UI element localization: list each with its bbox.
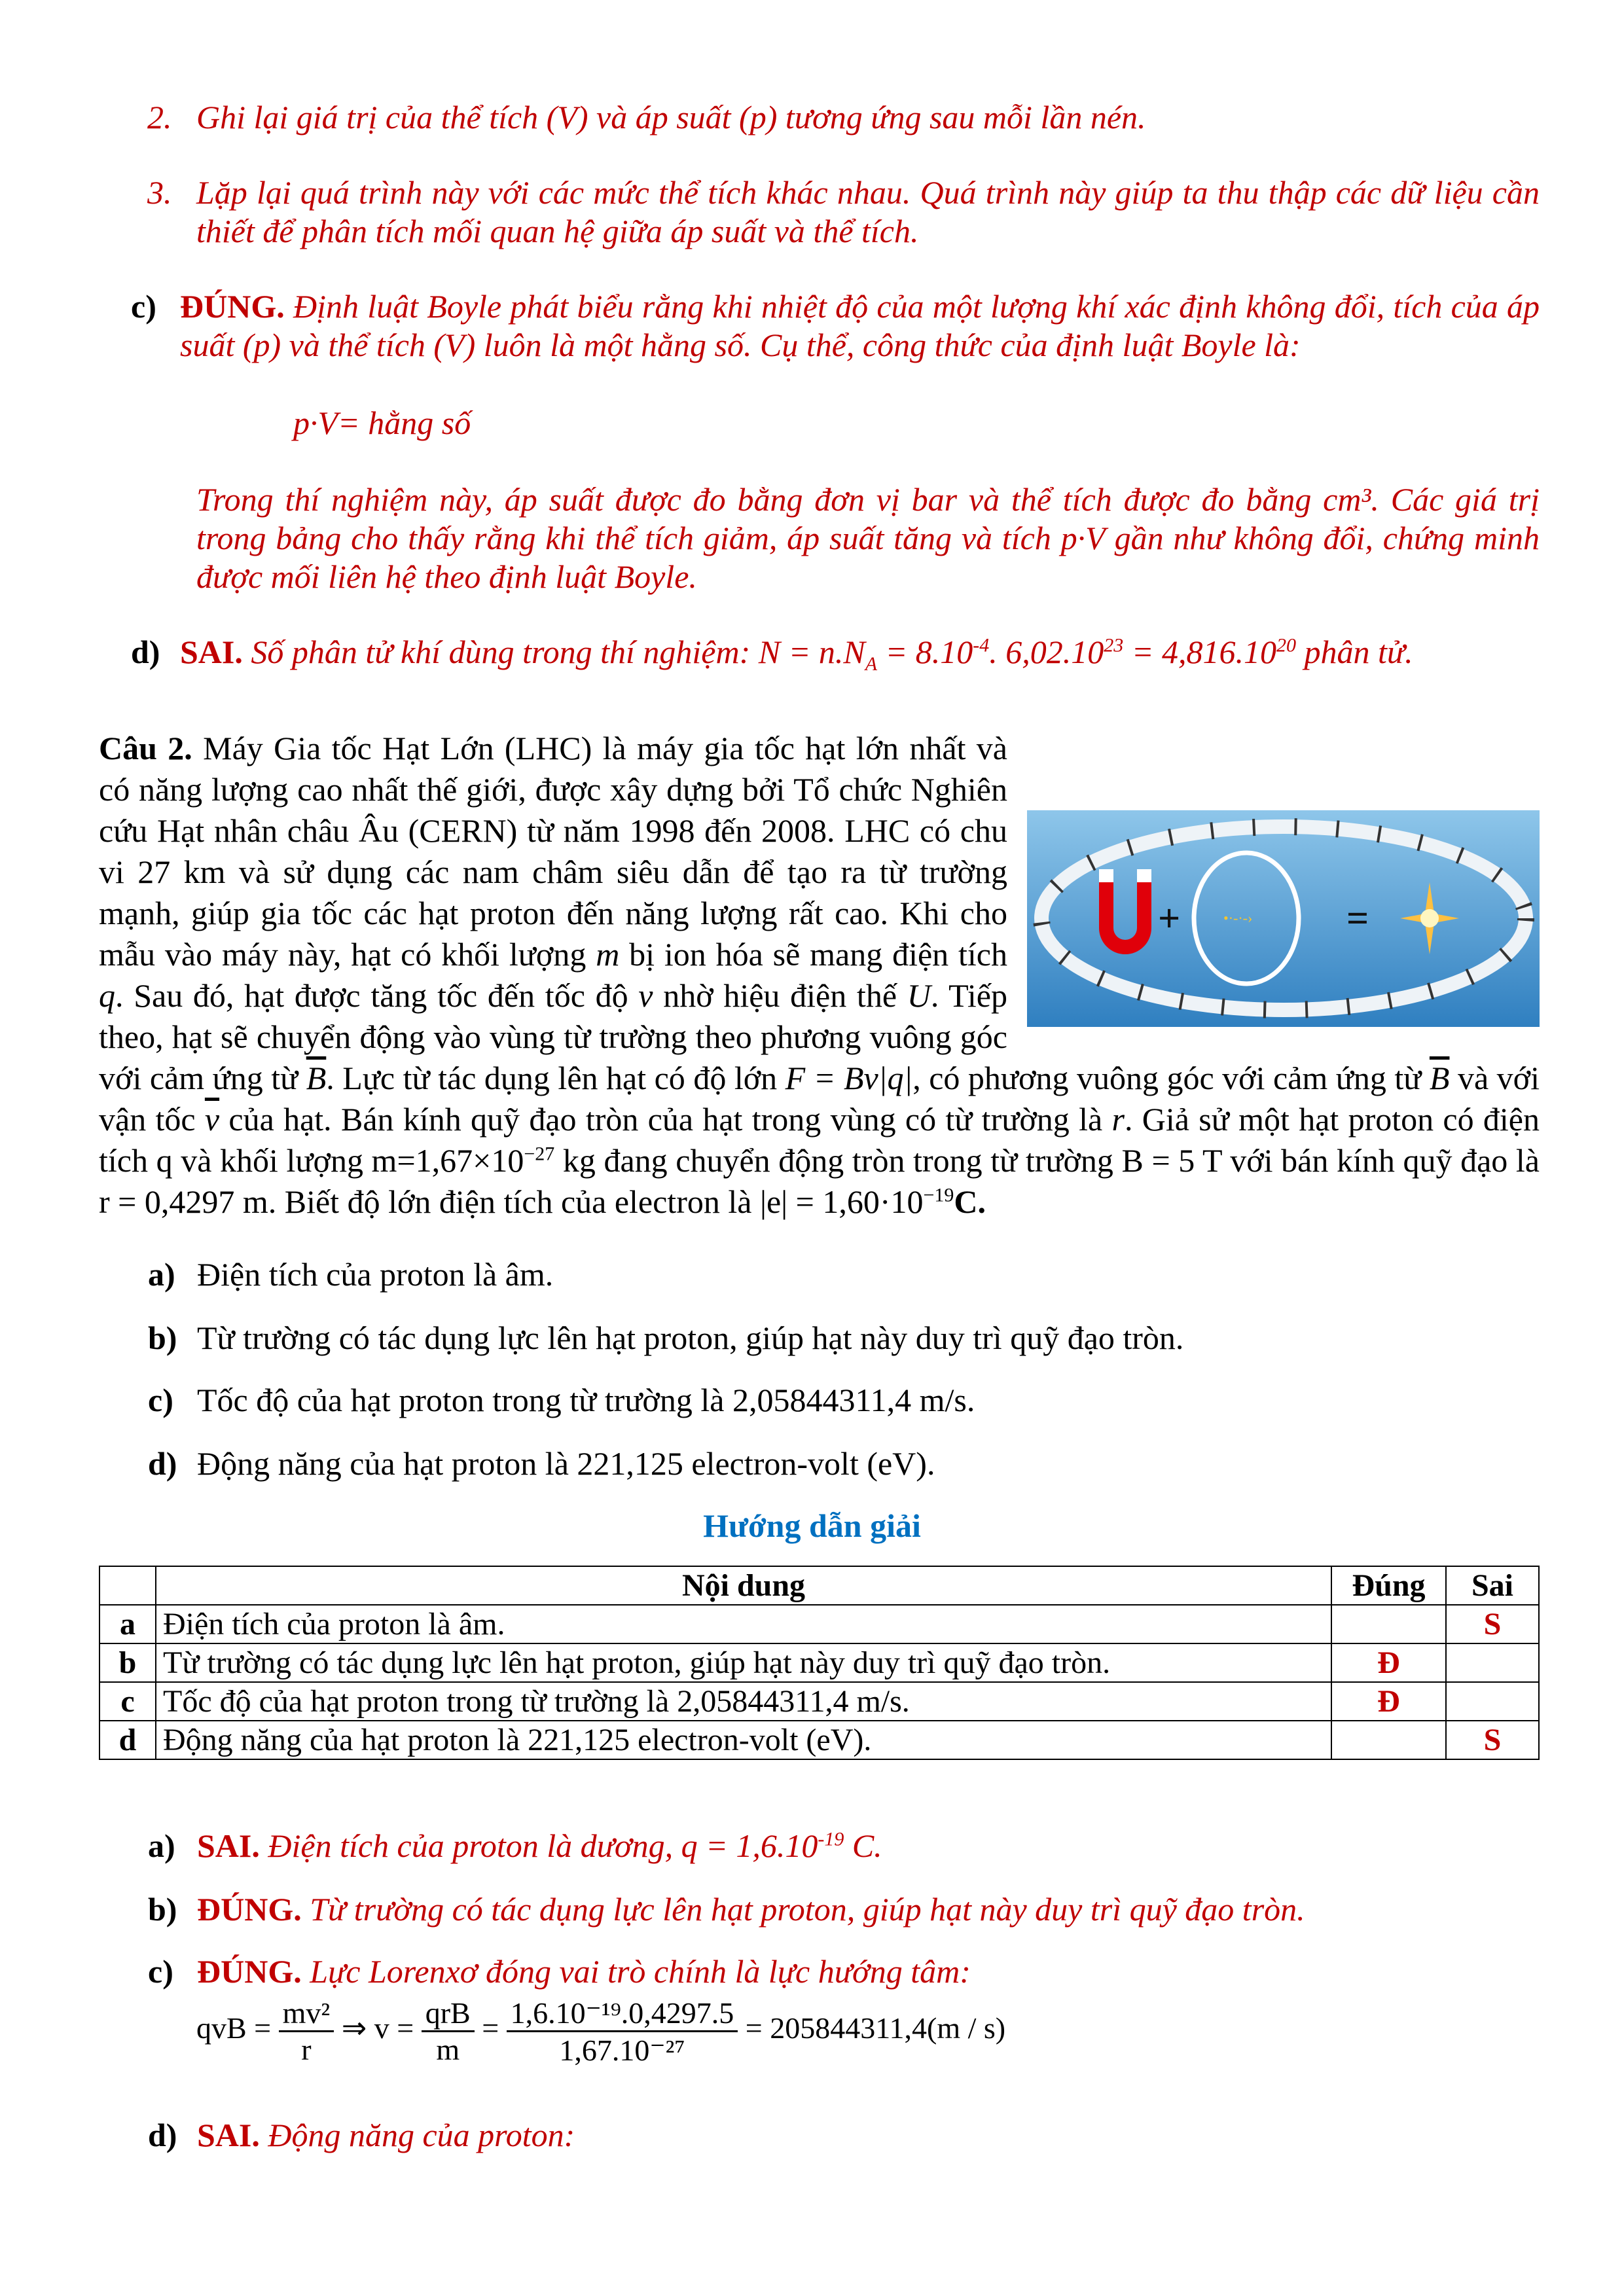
boyle-formula: p·V= hằng số [293, 404, 471, 441]
option-a [148, 1255, 553, 1293]
answer-label: c) [131, 288, 156, 325]
false-mark: S [1446, 1721, 1539, 1759]
exponent: 23 [1104, 634, 1124, 656]
force-formula: F = Bv|q| [785, 1060, 913, 1096]
electron-charge: |e| = 1,60·10 [759, 1183, 924, 1220]
answer-label: c) [148, 1953, 173, 1990]
text: = 8.10 [877, 634, 973, 670]
text: phân tử. [1296, 634, 1413, 670]
subscript: A [865, 653, 878, 675]
text: . Giả sử một hạt proton có điện tích q và khối lượng m=1,67×10 [99, 1101, 1540, 1179]
text: . 6,02.10 [989, 634, 1104, 670]
text: = 4,816.10 [1123, 634, 1277, 670]
row-key: b [99, 1643, 156, 1682]
svg-text:+: + [1158, 897, 1181, 940]
answer-text: Số phân tử khí dùng trong thí nghiệm: N = n.N [251, 634, 865, 670]
solution-a [148, 1827, 882, 1865]
text: C. [844, 1827, 882, 1864]
question-number: Câu 2. [99, 730, 192, 766]
option-label: a) [148, 1256, 175, 1293]
table-row [99, 1721, 1539, 1759]
step-3 [147, 173, 1540, 251]
svg-text:=: = [1346, 897, 1369, 940]
answer-label: d) [131, 634, 160, 670]
symbol: q [99, 977, 115, 1014]
text: Máy Gia tốc Hạt Lớn (LHC) là máy gia tốc hạt lớn nhất và có năng lượng cao nhất thế giới, được xây dựng bởi Tổ chức Nghiên cứu Hạt nhân châu Âu (CERN) từ năm 1998 đến 2008. LHC có chu vi 27 km và sử dụng các nam châm siêu dẫn để tạo ra từ trường mạnh, giúp gia tốc các hạt proton đến năng lượng rất cao. Khi cho mẫu vào máy này, hạt có khối lượng [99, 730, 1007, 973]
step-text: Lặp lại quá trình này với các mức thể tích khác nhau. Quá trình này giúp ta thu thập các dữ liệu cần thiết để phân tích mối quan hệ giữa áp suất và thể tích. [196, 174, 1540, 249]
formula-lhs: qvB = [196, 2011, 272, 2045]
symbol: r [1111, 1101, 1125, 1138]
text: của hạt. Bán kính quỹ đạo tròn của hạt trong vùng có từ trường là [219, 1101, 1112, 1138]
numerator: qrB [422, 1996, 475, 2032]
answer-d-prev [131, 633, 1413, 675]
text: nhờ hiệu điện thế [653, 977, 907, 1014]
question-2 [99, 728, 1540, 1223]
answer-label: b) [148, 1891, 177, 1928]
header-content: Nội dung [156, 1566, 1331, 1605]
answer-text: Động năng của proton: [268, 2117, 575, 2153]
symbol: m [596, 936, 620, 973]
denominator: 1,67.10⁻²⁷ [559, 2034, 685, 2067]
verdict: SAI. [197, 1827, 260, 1864]
text: kg đang chuyển động tròn trong từ trường B = 5 T với bán kính quỹ đạo là r = 0,4297 m. Biết độ lớn điện tích của electron là [99, 1142, 1540, 1220]
answer-text: Định luật Boyle phát biểu rằng khi nhiệt độ của một lượng khí xác định không đổi, tích của áp suất (p) và thể tích (V) luôn là một hằng số. Cụ thể, công thức của định luật Boyle là: [180, 288, 1540, 363]
exponent: −27 [524, 1143, 555, 1165]
fraction [279, 1996, 334, 2067]
header-key [99, 1566, 156, 1605]
text: . Tiếp theo, hạt sẽ chuyển động vào vùng từ trường theo phương vuông góc với cảm ứng từ [99, 977, 1007, 1096]
result: = 205844311,4(m / s) [745, 2011, 1006, 2045]
answer-table [99, 1566, 1540, 1760]
fraction [422, 1996, 475, 2067]
solution-c [148, 1952, 971, 1990]
verdict: SAI. [197, 2117, 260, 2153]
row-text: Điện tích của proton là âm. [156, 1605, 1331, 1643]
denominator: m [436, 2033, 460, 2066]
table-header [99, 1566, 1539, 1605]
text: bị ion hóa sẽ mang điện tích [619, 936, 1007, 973]
symbol: v [638, 977, 653, 1014]
table-row [99, 1643, 1539, 1682]
verdict: ĐÚNG. [197, 1953, 302, 1990]
true-mark [1331, 1605, 1446, 1643]
verdict: SAI. [180, 634, 243, 670]
implies: ⇒ v = [341, 2011, 414, 2045]
solution-b [148, 1890, 1305, 1928]
velocity-formula [196, 1995, 1005, 2068]
row-text: Tốc độ của hạt proton trong từ trường là 2,05844311,4 m/s. [156, 1682, 1331, 1721]
option-text: Điện tích của proton là âm. [197, 1256, 554, 1293]
text: . Sau đó, hạt được tăng tốc đến tốc độ [115, 977, 639, 1014]
table-row [99, 1605, 1539, 1643]
exponent: -4 [973, 634, 990, 656]
exponent: 20 [1276, 634, 1297, 656]
svg-text:•·-·-›: •·-·-› [1223, 910, 1253, 926]
step-number: 2. [147, 99, 172, 135]
answer-note: Trong thí nghiệm này, áp suất được đo bằng đơn vị bar và thể tích được đo bằng cm³. Các giá trị trong bảng cho thấy rằng khi thể tích giảm, áp suất tăng và tích p·V gần như không đổi, chứng minh được mối liên hệ theo định luật Boyle. [196, 481, 1540, 595]
answer-text: Lực Lorenxơ đóng vai trò chính là lực hướng tâm: [310, 1953, 971, 1990]
answer-text: Điện tích của proton là dương, q = 1,6.10 [268, 1827, 818, 1864]
vector-b: $\overline{B}$ [1429, 1060, 1450, 1096]
option-text: Từ trường có tác dụng lực lên hạt proton, giúp hạt này duy trì quỹ đạo tròn. [197, 1319, 1184, 1356]
option-label: b) [148, 1319, 177, 1356]
answer-text: Từ trường có tác dụng lực lên hạt proton, giúp hạt này duy trì quỹ đạo tròn. [310, 1891, 1305, 1928]
option-label: c) [148, 1382, 173, 1418]
option-b [148, 1319, 1183, 1357]
option-c [148, 1381, 975, 1419]
row-key: c [99, 1682, 156, 1721]
option-text: Động năng của hạt proton là 221,125 electron-volt (eV). [197, 1445, 935, 1482]
denominator: r [301, 2033, 312, 2066]
step-2 [147, 98, 1540, 137]
answer-c-prev [131, 287, 1540, 365]
table-row [99, 1682, 1539, 1721]
exponent: -19 [818, 1828, 844, 1850]
guide-title: Hướng dẫn giải [703, 1507, 921, 1544]
equals: = [482, 2011, 499, 2045]
step-number: 3. [147, 174, 172, 211]
text: , có phương vuông góc với cảm ứng từ [912, 1060, 1430, 1096]
lhc-illustration [1027, 810, 1540, 1027]
option-text: Tốc độ của hạt proton trong từ trường là 2,05844311,4 m/s. [197, 1382, 975, 1418]
solution-d [148, 2116, 575, 2154]
fraction [507, 1995, 738, 2068]
false-mark [1446, 1643, 1539, 1682]
true-mark: Đ [1331, 1682, 1446, 1721]
option-d [148, 1444, 935, 1482]
header-true: Đúng [1331, 1566, 1446, 1605]
row-key: d [99, 1721, 156, 1759]
true-mark [1331, 1721, 1446, 1759]
numerator: mv² [279, 1996, 334, 2032]
answer-label: d) [148, 2117, 177, 2153]
row-text: Động năng của hạt proton là 221,125 electron-volt (eV). [156, 1721, 1331, 1759]
text: . Lực từ tác dụng lên hạt có độ lớn [326, 1060, 785, 1096]
exponent: −19 [923, 1184, 954, 1206]
vector-v: $\overline{v}$ [204, 1101, 220, 1138]
header-false: Sai [1446, 1566, 1539, 1605]
row-text: Từ trường có tác dụng lực lên hạt proton, giúp hạt này duy trì quỹ đạo tròn. [156, 1643, 1331, 1682]
step-text: Ghi lại giá trị của thể tích (V) và áp suất (p) tương ứng sau mỗi lần nén. [196, 99, 1146, 135]
false-mark [1446, 1682, 1539, 1721]
numerator: 1,6.10⁻¹⁹.0,4297.5 [507, 1995, 738, 2032]
text: và với vận tốc [99, 1060, 1540, 1138]
true-mark: Đ [1331, 1643, 1446, 1682]
verdict: ĐÚNG. [197, 1891, 302, 1928]
false-mark: S [1446, 1605, 1539, 1643]
symbol: U [907, 977, 931, 1014]
answer-label: a) [148, 1827, 175, 1864]
vector-b: $\overline{B}$ [306, 1060, 327, 1096]
option-label: d) [148, 1445, 177, 1482]
text: C. [954, 1183, 986, 1220]
verdict: ĐÚNG. [180, 288, 285, 325]
row-key: a [99, 1605, 156, 1643]
